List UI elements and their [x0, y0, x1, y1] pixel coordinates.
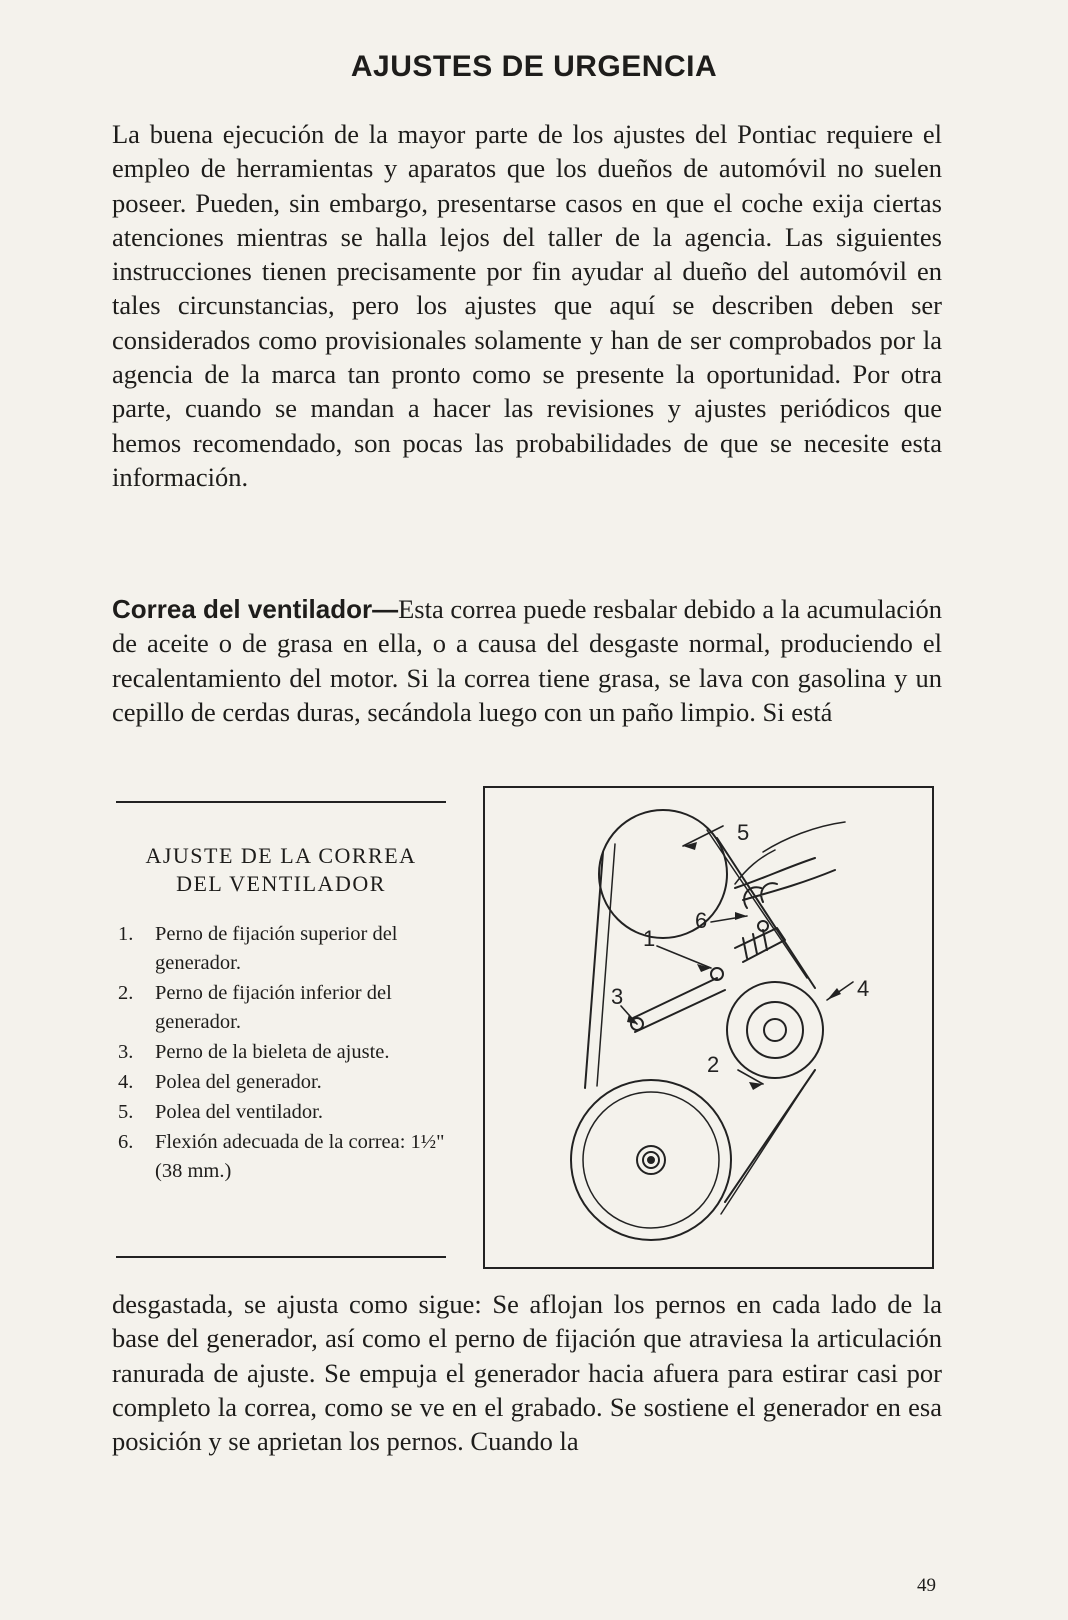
fan-pulley [599, 810, 727, 938]
caption-top-rule [116, 801, 446, 803]
hand-outline [735, 822, 845, 884]
callout-2: 2 [707, 1052, 720, 1077]
generator-pulley [727, 982, 823, 1078]
section-heading: Correa del ventilador— [112, 594, 399, 624]
callout-5: 5 [737, 820, 750, 845]
fan-belt-paragraph [112, 592, 942, 729]
legend-item: 1. Perno de fijación superior del generador. [118, 923, 398, 974]
legend-item: 2. Perno de fijación inferior del generador. [118, 982, 392, 1033]
callout-4: 4 [857, 976, 870, 1001]
legend-item: 3. Perno de la bieleta de ajuste. [118, 1041, 390, 1063]
figure-caption-title [116, 842, 446, 898]
figure-legend [116, 920, 446, 1187]
fan-belt-text: Esta correa puede resbalar debido a la acumulación de aceite o de grasa en ella, o a causa del desgaste normal, produciendo el recalentamiento del motor. Si la correa tiene grasa, se lava con gasolina y un cepillo de cerdas duras, secándola luego con un paño limpio. Si está [112, 594, 942, 727]
callout-labels [611, 820, 869, 1077]
adjustment-paragraph: desgastada, se ajusta como sigue: Se aflojan los pernos en cada lado de la base del generador, así como el perno de fijación que atraviesa la articulación ranurada de ajuste. Se empuja el generador hacia afuera para estirar casi por completo la correa, como se ve en el grabado. Se sostiene el generador en esa posición y se aprietan los pernos. Cuando la [112, 1289, 942, 1457]
hand-sketch [735, 858, 835, 908]
adjusting-link [631, 968, 725, 1032]
fan-belt-diagram [483, 786, 934, 1269]
page-title: AJUSTES DE URGENCIA [350, 50, 718, 83]
callout-3: 3 [611, 984, 624, 1009]
fan-belt [585, 830, 815, 1214]
legend-item: 5. Polea del ventilador. [118, 1101, 323, 1123]
callout-leaders [621, 826, 853, 1084]
generator-bracket [735, 921, 785, 962]
belt-illustration [485, 788, 936, 1271]
crankshaft-pulley [571, 1080, 731, 1240]
intro-paragraph: La buena ejecución de la mayor parte de los ajustes del Pontiac requiere el empleo de herramientas y aparatos que los dueños de automóvil no suelen poseer. Pueden, sin embargo, presentarse casos en que el coche exija ciertas atenciones mientras se halla lejos del taller de la agencia. Las siguientes instrucciones tienen precisamente por fin ayudar al dueño del automóvil en tales circunstancias, pero los ajustes que aquí se describen deben ser considerados como provisionales solamente y han de ser comprobados por la agencia de la marca tan pronto como se presente la oportunidad. Por otra parte, cuando se mandan a hacer las revisiones y ajustes periódicos que hemos recomendado, son pocas las probabilidades de que se necesite esta información. [112, 119, 942, 492]
caption-bottom-rule [116, 1256, 446, 1258]
legend-item: 6. Flexión adecuada de la correa: 1½" (38 mm.) [118, 1131, 445, 1182]
page-number: 49 [917, 1575, 936, 1596]
caption-title-line-1: AJUSTE DE LA CORREA [145, 843, 417, 868]
callout-1: 1 [643, 926, 656, 951]
caption-title-line-2: DEL VENTILADOR [176, 871, 386, 896]
callout-6: 6 [695, 908, 708, 933]
legend-item: 4. Polea del generador. [118, 1071, 322, 1093]
